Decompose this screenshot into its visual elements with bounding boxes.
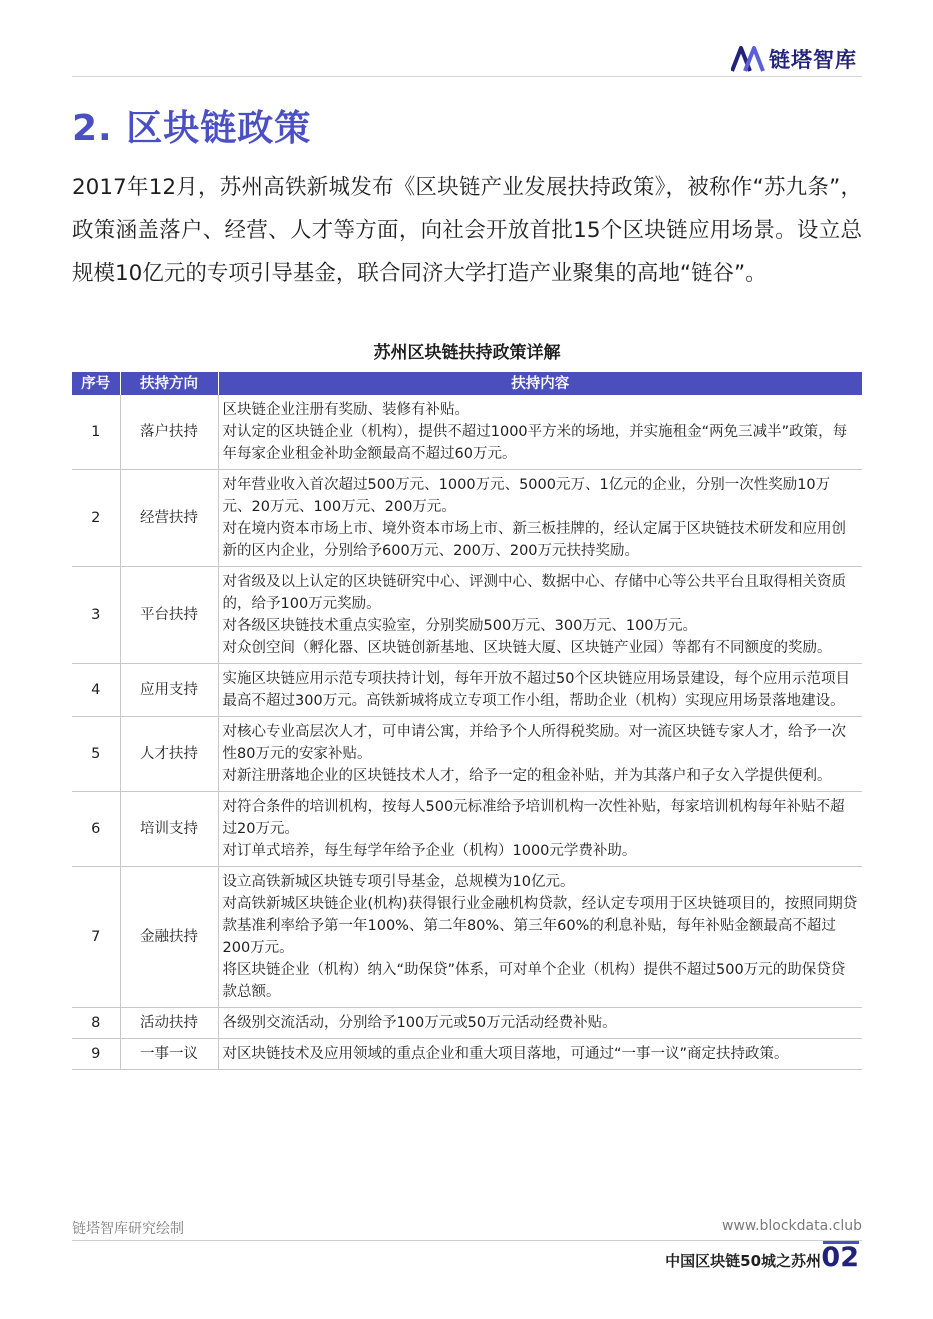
content-line: 对高铁新城区块链企业(机构)获得银行业金融机构贷款，经认定专项用于区块链项目的，按照同期贷款基准利率给予第一年100%、第二年80%、第三年60%的利息补贴，每年补贴金额最高不超过200万元。 — [222, 896, 858, 956]
blockdata-logo-icon — [731, 46, 765, 72]
content-line: 设立高铁新城区块链专项引导基金，总规模为10亿元。 — [222, 874, 575, 890]
row-number: 9 — [72, 1039, 120, 1070]
row-number: 8 — [72, 1008, 120, 1039]
logo-text: 链塔智库 — [769, 48, 857, 72]
row-number: 7 — [72, 867, 120, 1008]
row-number: 1 — [72, 395, 120, 470]
row-direction: 一事一议 — [120, 1039, 218, 1070]
row-number: 4 — [72, 664, 120, 717]
row-number: 3 — [72, 567, 120, 664]
row-content — [218, 664, 862, 717]
row-number: 2 — [72, 470, 120, 567]
footer-url[interactable]: www.blockdata.club — [722, 1218, 862, 1234]
table-row — [72, 470, 862, 567]
content-line: 对新注册落地企业的区块链技术人才，给予一定的租金补贴，并为其落户和子女入学提供便利。 — [222, 768, 832, 784]
row-content — [218, 792, 862, 867]
content-line: 区块链企业注册有奖励、装修有补贴。 — [222, 402, 469, 418]
footer-source: 链塔智库研究绘制 — [72, 1221, 184, 1237]
table-header-row — [72, 372, 862, 395]
footer-report-title: 中国区块链50城之苏州 — [665, 1252, 821, 1270]
content-line: 对认定的区块链企业（机构），提供不超过1000平方米的场地，并实施租金“两免三减半”政策，每年每家企业租金补助金额最高不超过60万元。 — [222, 424, 848, 462]
row-content — [218, 395, 862, 470]
table-row — [72, 792, 862, 867]
row-content — [218, 1008, 862, 1039]
brand-logo — [731, 44, 857, 74]
table-title: 苏州区块链扶持政策详解 — [373, 343, 561, 363]
table-row — [72, 867, 862, 1008]
footer-divider — [72, 1240, 862, 1241]
content-line: 将区块链企业（机构）纳入“助保贷”体系，可对单个企业（机构）提供不超过500万元的助保贷贷款总额。 — [222, 962, 846, 1000]
section-title: 2. 区块链政策 — [72, 108, 312, 149]
row-content — [218, 470, 862, 567]
content-line: 对省级及以上认定的区块链研究中心、评测中心、数据中心、存储中心等公共平台且取得相关资质的，给予100万元奖励。 — [222, 574, 846, 612]
header-content: 扶持内容 — [218, 372, 862, 395]
row-content — [218, 717, 862, 792]
header-direction: 扶持方向 — [120, 372, 218, 395]
header-divider — [72, 76, 862, 77]
table-row — [72, 567, 862, 664]
content-line: 实施区块链应用示范专项扶持计划，每年开放不超过50个区块链应用场景建设，每个应用示范项目最高不超过300万元。高铁新城将成立专项工作小组，帮助企业（机构）实现应用场景落地建设。 — [222, 671, 850, 709]
page-number: 02 — [821, 1242, 859, 1273]
table-body — [72, 395, 862, 1070]
row-content — [218, 1039, 862, 1070]
content-line: 对在境内资本市场上市、境外资本市场上市、新三板挂牌的，经认定属于区块链技术研发和应用创新的区内企业，分别给予600万元、200万、200万元扶持奖励。 — [222, 521, 846, 559]
row-number: 5 — [72, 717, 120, 792]
intro-paragraph: 2017年12月，苏州高铁新城发布《区块链产业发展扶持政策》，被称作“苏九条”，政策涵盖落户、经营、人才等方面，向社会开放首批15个区块链应用场景。设立总规模10亿元的专项引导基金，联合同济大学打造产业聚集的高地“链谷”。 — [72, 175, 862, 286]
row-direction: 经营扶持 — [120, 470, 218, 567]
table-row — [72, 664, 862, 717]
row-direction: 应用支持 — [120, 664, 218, 717]
content-line: 对众创空间（孵化器、区块链创新基地、区块链大厦、区块链产业园）等都有不同额度的奖励。 — [222, 640, 832, 656]
row-direction: 金融扶持 — [120, 867, 218, 1008]
content-line: 对核心专业高层次人才，可申请公寓，并给予个人所得税奖励。对一流区块链专家人才，给予一次性80万元的安家补贴。 — [222, 724, 846, 762]
policy-table — [72, 372, 862, 1070]
row-direction: 平台扶持 — [120, 567, 218, 664]
content-line: 各级别交流活动，分别给予100万元或50万元活动经费补贴。 — [222, 1015, 617, 1031]
content-line: 对符合条件的培训机构，按每人500元标准给予培训机构一次性补贴，每家培训机构每年补贴不超过20万元。 — [222, 799, 845, 837]
table-row — [72, 1039, 862, 1070]
row-content — [218, 867, 862, 1008]
content-line: 对各级区块链技术重点实验室，分别奖励500万元、300万元、100万元。 — [222, 618, 698, 634]
content-line: 对区块链技术及应用领域的重点企业和重大项目落地，可通过“一事一议”商定扶持政策。 — [222, 1046, 789, 1062]
content-line: 对年营业收入首次超过500万元、1000万元、5000元万、1亿元的企业，分别一次性奖励10万元、20万元、100万元、200万元。 — [222, 477, 831, 515]
table-row — [72, 1008, 862, 1039]
row-content — [218, 567, 862, 664]
row-direction: 活动扶持 — [120, 1008, 218, 1039]
content-line: 对订单式培养，每生每学年给予企业（机构）1000元学费补助。 — [222, 843, 637, 859]
table-row — [72, 717, 862, 792]
header-num: 序号 — [72, 372, 120, 395]
table-row — [72, 395, 862, 470]
row-number: 6 — [72, 792, 120, 867]
row-direction: 落户扶持 — [120, 395, 218, 470]
row-direction: 培训支持 — [120, 792, 218, 867]
row-direction: 人才扶持 — [120, 717, 218, 792]
